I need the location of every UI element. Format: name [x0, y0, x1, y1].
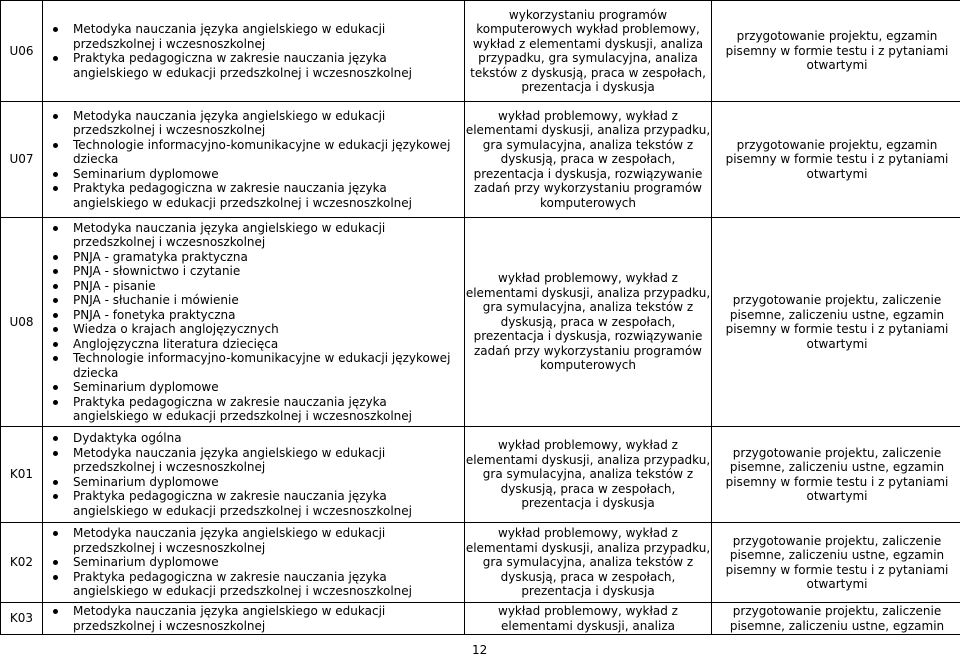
- subjects-cell: [43, 1, 465, 102]
- subjects-cell: [43, 102, 465, 218]
- subject-item: Anglojęzyczna literatura dziecięca: [51, 337, 464, 352]
- table-row: [1, 427, 960, 523]
- subject-item: Metodyka nauczania języka angielskiego w edukacji przedszkolnej i wczesnoszkolnej: [51, 109, 464, 138]
- table-row: [1, 218, 960, 427]
- subject-item: Seminarium dyplomowe: [51, 475, 464, 490]
- methods-cell: wykład problemowy, wykład z elementami dyskusji, analiza przypadku, gra symulacyjna, analiza tekstów z dyskusją, praca w zespołach, prezentacja i dyskusja, rozwiązywanie zadań przy wykorzystaniu programów komputerowych: [465, 218, 712, 427]
- methods-cell: wykład problemowy, wykład z elementami dyskusji, analiza przypadku, gra symulacyjna, analiza tekstów z dyskusją, praca w zespołach, prezentacja i dyskusja: [465, 427, 712, 523]
- subject-item: PNJA - słownictwo i czytanie: [51, 264, 464, 279]
- subject-item: Wiedza o krajach anglojęzycznych: [51, 322, 464, 337]
- methods-cell: wykład problemowy, wykład z elementami dyskusji, analiza: [465, 603, 712, 635]
- subjects-list: [51, 109, 464, 211]
- subject-item: PNJA - słuchanie i mówienie: [51, 293, 464, 308]
- page-number: 12: [472, 643, 487, 657]
- subjects-list: [51, 221, 464, 424]
- verification-cell: przygotowanie projektu, zaliczenie pisemne, zaliczeniu ustne, egzamin pisemny w formie testu i z pytaniami otwartymi: [712, 427, 960, 523]
- table-row: [1, 603, 960, 635]
- subjects-list: [51, 22, 464, 80]
- subject-item: Seminarium dyplomowe: [51, 555, 464, 570]
- effect-code: U06: [1, 1, 43, 102]
- subject-item: Metodyka nauczania języka angielskiego w edukacji przedszkolnej i wczesnoszkolnej: [51, 604, 464, 633]
- subject-item: Seminarium dyplomowe: [51, 380, 464, 395]
- subjects-list: [51, 431, 464, 518]
- verification-cell: przygotowanie projektu, zaliczenie pisemne, zaliczeniu ustne, egzamin pisemny w formie testu i z pytaniami otwartymi: [712, 523, 960, 603]
- effect-code: K01: [1, 427, 43, 523]
- subjects-cell: [43, 218, 465, 427]
- subject-item: Technologie informacyjno-komunikacyjne w edukacji językowej dziecka: [51, 351, 464, 380]
- subject-item: Dydaktyka ogólna: [51, 431, 464, 446]
- verification-cell: przygotowanie projektu, egzamin pisemny w formie testu i z pytaniami otwartymi: [712, 102, 960, 218]
- methods-cell: wykorzystaniu programów komputerowych wykład problemowy, wykład z elementami dyskusji, analiza przypadku, gra symulacyjna, analiza tekstów z dyskusją, praca w zespołach, prezentacja i dyskusja: [465, 1, 712, 102]
- effect-code: K02: [1, 523, 43, 603]
- verification-cell: przygotowanie projektu, egzamin pisemny w formie testu i z pytaniami otwartymi: [712, 1, 960, 102]
- effect-code: U07: [1, 102, 43, 218]
- subject-item: Praktyka pedagogiczna w zakresie nauczania języka angielskiego w edukacji przedszkolnej i wczesnoszkolnej: [51, 570, 464, 599]
- subject-item: PNJA - pisanie: [51, 279, 464, 294]
- verification-cell: przygotowanie projektu, zaliczenie pisemne, zaliczeniu ustne, egzamin pisemny w formie testu i z pytaniami otwartymi: [712, 218, 960, 427]
- subjects-list: [51, 526, 464, 599]
- subject-item: Praktyka pedagogiczna w zakresie nauczania języka angielskiego w edukacji przedszkolnej i wczesnoszkolnej: [51, 51, 464, 80]
- subject-item: Metodyka nauczania języka angielskiego w edukacji przedszkolnej i wczesnoszkolnej: [51, 526, 464, 555]
- subjects-cell: [43, 603, 465, 635]
- subjects-cell: [43, 523, 465, 603]
- methods-cell: wykład problemowy, wykład z elementami dyskusji, analiza przypadku, gra symulacyjna, analiza tekstów z dyskusją, praca w zespołach, prezentacja i dyskusja: [465, 523, 712, 603]
- subject-item: Seminarium dyplomowe: [51, 167, 464, 182]
- subject-item: Technologie informacyjno-komunikacyjne w edukacji językowej dziecka: [51, 138, 464, 167]
- subject-item: Praktyka pedagogiczna w zakresie nauczania języka angielskiego w edukacji przedszkolnej i wczesnoszkolnej: [51, 489, 464, 518]
- subject-item: Praktyka pedagogiczna w zakresie nauczania języka angielskiego w edukacji przedszkolnej i wczesnoszkolnej: [51, 395, 464, 424]
- subjects-cell: [43, 427, 465, 523]
- subject-item: Metodyka nauczania języka angielskiego w edukacji przedszkolnej i wczesnoszkolnej: [51, 22, 464, 51]
- subject-item: Metodyka nauczania języka angielskiego w edukacji przedszkolnej i wczesnoszkolnej: [51, 221, 464, 250]
- effect-code: U08: [1, 218, 43, 427]
- methods-cell: wykład problemowy, wykład z elementami dyskusji, analiza przypadku, gra symulacyjna, analiza tekstów z dyskusją, praca w zespołach, prezentacja i dyskusja, rozwiązywanie zadań przy wykorzystaniu programów komputerowych: [465, 102, 712, 218]
- verification-cell: przygotowanie projektu, zaliczenie pisemne, zaliczeniu ustne, egzamin: [712, 603, 960, 635]
- table-row: [1, 523, 960, 603]
- subject-item: Metodyka nauczania języka angielskiego w edukacji przedszkolnej i wczesnoszkolnej: [51, 446, 464, 475]
- subject-item: Praktyka pedagogiczna w zakresie nauczania języka angielskiego w edukacji przedszkolnej i wczesnoszkolnej: [51, 181, 464, 210]
- table-row: [1, 1, 960, 102]
- effect-code: K03: [1, 603, 43, 635]
- table-row: [1, 102, 960, 218]
- subjects-list: [51, 604, 464, 633]
- subject-item: PNJA - gramatyka praktyczna: [51, 250, 464, 265]
- subject-item: PNJA - fonetyka praktyczna: [51, 308, 464, 323]
